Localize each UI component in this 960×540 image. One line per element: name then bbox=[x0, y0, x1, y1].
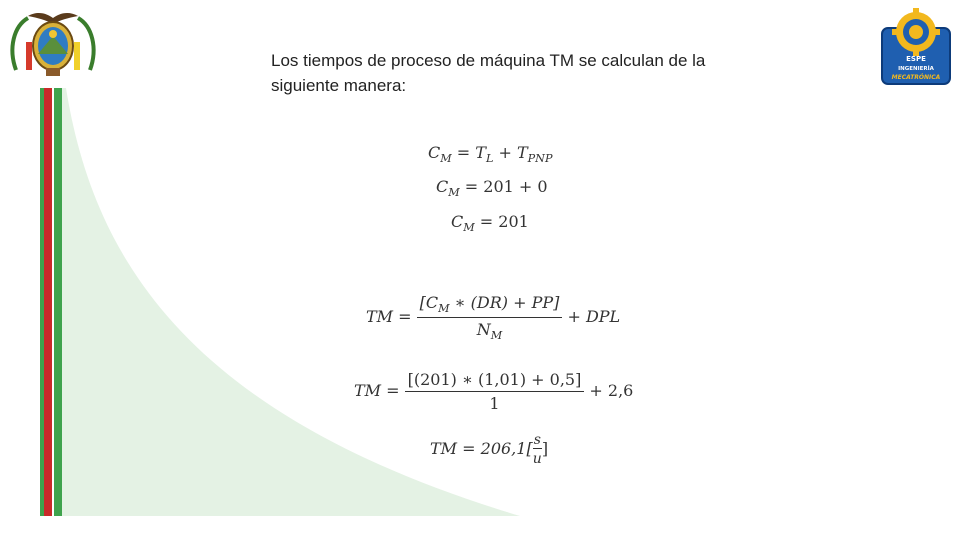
flag-stripe-red bbox=[44, 88, 52, 516]
equation-cm-substitution: $C_M = 201 + 0$ bbox=[436, 177, 548, 200]
equation-cm-definition: $C_M = T_L + T_{PNP}$ bbox=[428, 143, 553, 166]
equation-tm-result: TM = 206,1[ $\frac{s}{u}$ ] bbox=[430, 432, 549, 467]
espe-mecatronica-logo bbox=[880, 6, 952, 86]
equation-cm-result: $C_M = 201$ bbox=[451, 212, 529, 235]
ecuador-crest-logo bbox=[8, 8, 98, 82]
tm-formula-fraction: $\frac{[C_M ∗ (DR) + PP]}{N_M}$ bbox=[417, 293, 563, 342]
unit-fraction: $\frac{s}{u}$ bbox=[532, 432, 542, 467]
intro-line-2: siguiente manera: bbox=[271, 76, 407, 95]
equation-tm-substitution: TM = $\frac{[(201) ∗ (1,01) + 0,5]}{1}$ + 2,6 bbox=[354, 370, 634, 413]
svg-text:INGENIERÍA: INGENIERÍA bbox=[898, 66, 934, 72]
tm-substitution-fraction: $\frac{[(201) ∗ (1,01) + 0,5]}{1}$ bbox=[405, 370, 585, 413]
intro-line-1: Los tiempos de proceso de máquina TM se calculan de la bbox=[271, 51, 706, 70]
svg-text:MECATRÓNICA: MECATRÓNICA bbox=[891, 74, 941, 81]
flag-stripe-green bbox=[54, 88, 62, 516]
equation-tm-formula: TM = $\frac{[C_M ∗ (DR) + PP]}{N_M}$ + DPL bbox=[366, 293, 621, 343]
intro-text bbox=[271, 48, 791, 98]
svg-text:ESPE: ESPE bbox=[906, 55, 926, 63]
